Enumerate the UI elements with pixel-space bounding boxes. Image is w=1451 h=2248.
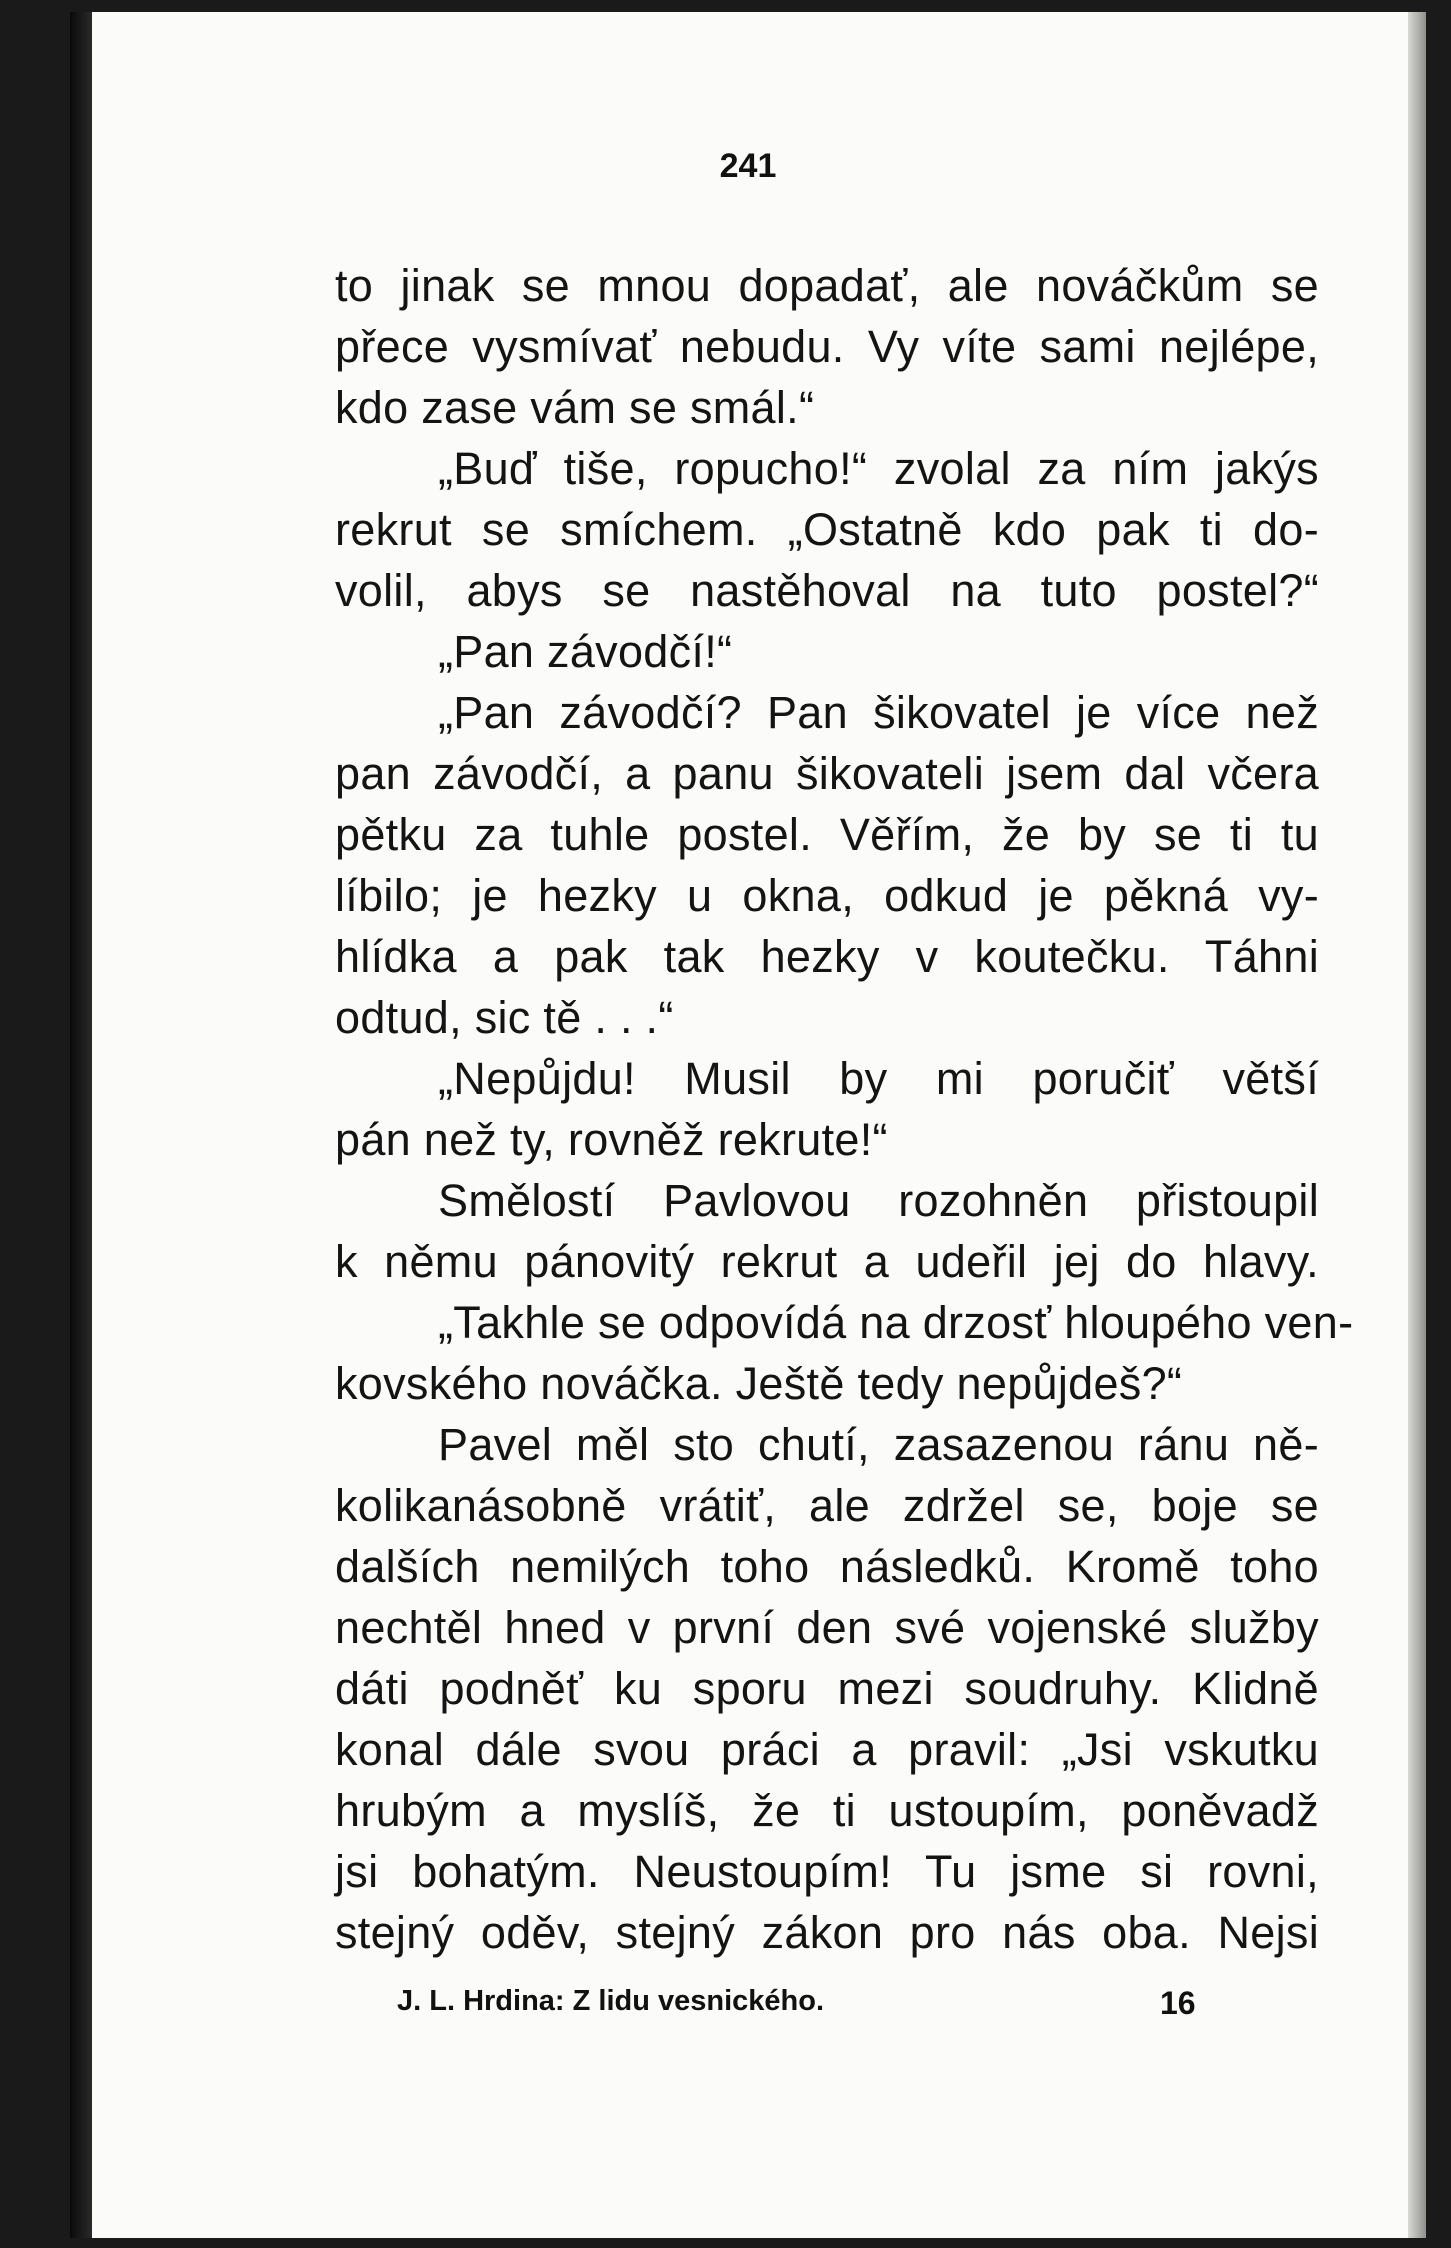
text-line: pětku za tuhle postel. Věřím, že by se ti tu	[335, 809, 1319, 860]
text-line: kovského nováčka. Ještě tedy nepůjdeš?“	[335, 1358, 1183, 1409]
book-page	[70, 12, 1426, 2238]
page-footer	[397, 1985, 1197, 2021]
text-line: hrubým a myslíš, že ti ustoupím, poněvadž	[335, 1785, 1319, 1836]
text-line: pán než ty, rovněž rekrute!“	[335, 1114, 888, 1165]
text-line: dalších nemilých toho následků. Kromě toho	[335, 1541, 1319, 1592]
book-spine-shadow	[70, 12, 92, 2238]
text-line: to jinak se mnou dopadať, ale nováčkům se	[335, 260, 1319, 311]
text-line: jsi bohatým. Neustoupím! Tu jsme si rovni,	[335, 1846, 1319, 1897]
text-line: konal dále svou práci a pravil: „Jsi vskutku	[335, 1724, 1319, 1775]
text-line: kdo zase vám se smál.“	[335, 382, 815, 433]
text-line: Smělostí Pavlovou rozohněn přistoupil	[438, 1175, 1319, 1226]
text-line: rekrut se smíchem. „Ostatně kdo pak ti do-	[335, 504, 1319, 555]
text-line: „Buď tiše, ropucho!“ zvolal za ním jakýs	[438, 443, 1319, 494]
page-number: 241	[719, 147, 777, 185]
text-line: hlídka a pak tak hezky v koutečku. Táhni	[335, 931, 1319, 982]
text-line: Pavel měl sto chutí, zasazenou ránu ně-	[438, 1419, 1319, 1470]
text-line: k němu pánovitý rekrut a udeřil jej do hlavy.	[335, 1236, 1319, 1287]
text-line: stejný oděv, stejný zákon pro nás oba. Nejsi	[335, 1907, 1319, 1958]
body-text	[335, 255, 1354, 1963]
text-line: „Takhle se odpovídá na drzosť hloupého ven-	[438, 1297, 1354, 1348]
text-line: odtud, sic tě . . .“	[335, 992, 674, 1043]
text-line: líbilo; je hezky u okna, odkud je pěkná vy-	[335, 870, 1319, 921]
text-line: „Pan závodčí!“	[438, 626, 733, 677]
text-line: kolikanásobně vrátiť, ale zdržel se, boje se	[335, 1480, 1319, 1531]
text-line: přece vysmívať nebudu. Vy víte sami nejlépe,	[335, 321, 1319, 372]
text-line: „Pan závodčí? Pan šikovatel je více než	[438, 687, 1319, 738]
text-line: dáti podněť ku sporu mezi soudruhy. Klidně	[335, 1663, 1319, 1714]
text-line: „Nepůjdu! Musil by mi poručiť větší	[438, 1053, 1319, 1104]
signature-mark: 16	[1160, 1985, 1196, 2021]
text-line: nechtěl hned v první den své vojenské služby	[335, 1602, 1319, 1653]
page-edge	[1408, 12, 1426, 2238]
footer-book-title: J. L. Hrdina: Z lidu vesnického.	[397, 1985, 825, 2017]
text-line: pan závodčí, a panu šikovateli jsem dal včera	[335, 748, 1319, 799]
text-line: volil, abys se nastěhoval na tuto postel?“	[335, 565, 1319, 616]
